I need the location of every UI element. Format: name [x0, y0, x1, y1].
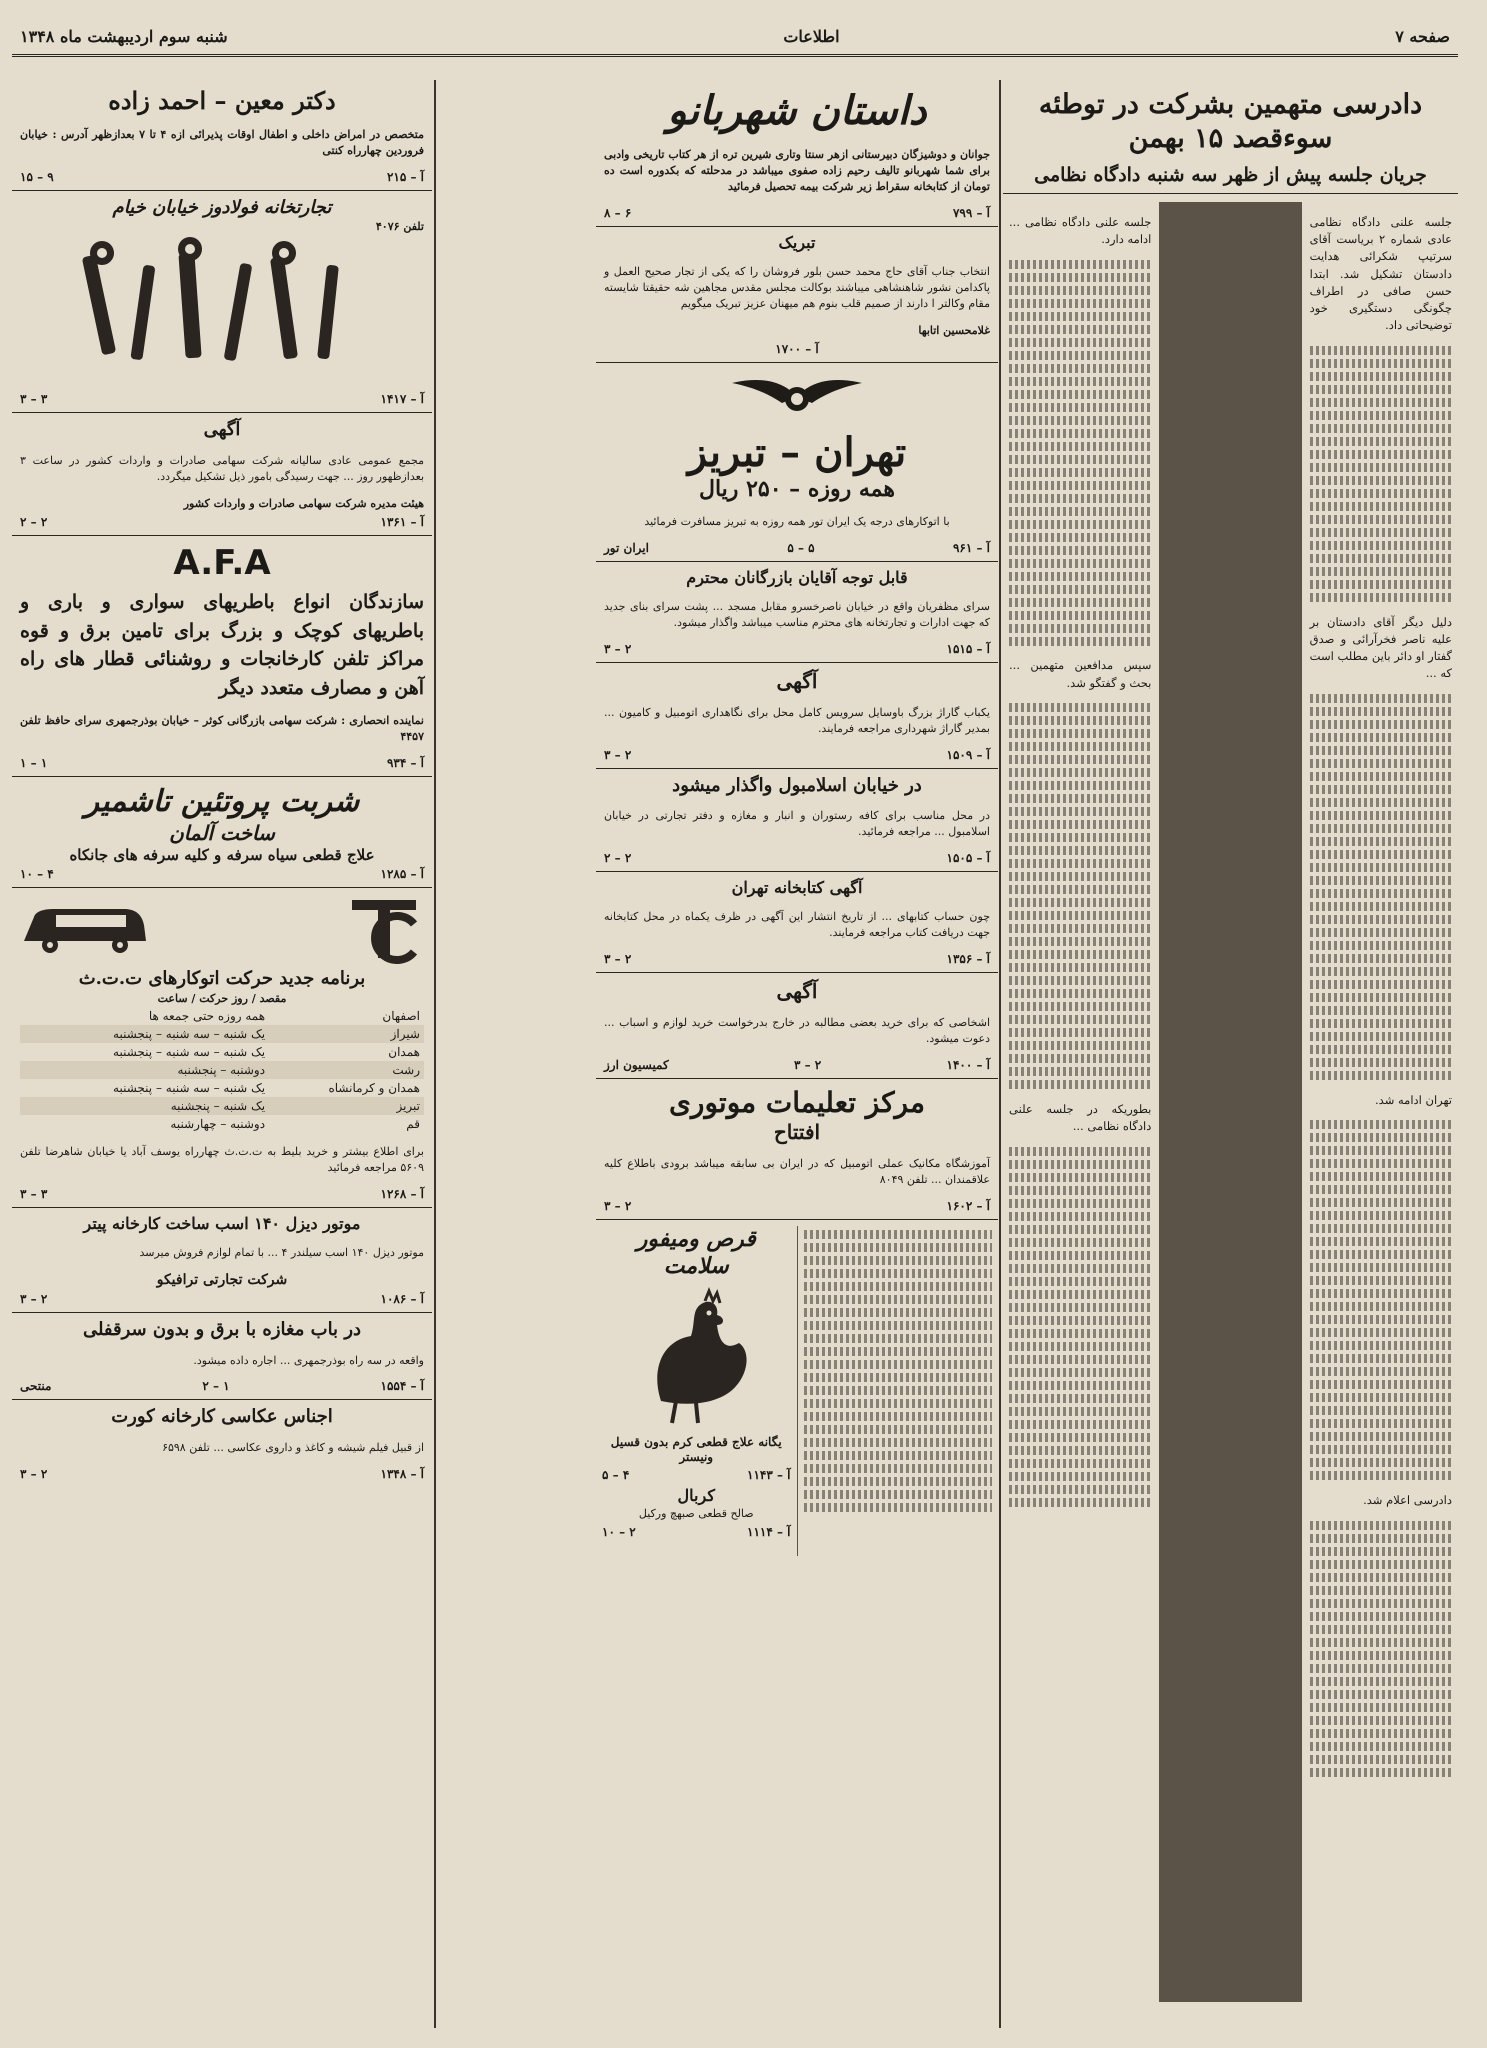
ad-code: آ – ۱۷۰۰ [775, 341, 819, 356]
schedule-destination: همدان و کرمانشاه [328, 1080, 420, 1095]
article-text-block [1310, 346, 1452, 602]
ad-islambol [596, 769, 998, 872]
ad-code: آ – ۹۶۱ [952, 541, 990, 555]
ad-code: آ – ۱۴۰۰ [946, 1057, 990, 1072]
ad-bus-schedule [12, 888, 432, 1207]
article-paragraph: جلسه علنی دادگاه نظامی ... ادامه دارد. [1009, 214, 1152, 246]
karbal-title: کربال [677, 1485, 715, 1505]
ad-number: ۲ – ۲ [20, 514, 48, 529]
schedule-destination: اصفهان [382, 1008, 420, 1023]
ad-title: آگهی [776, 668, 818, 693]
schedule-days: دوشنبه – پنجشنبه [177, 1062, 266, 1077]
ad-currency-notice [596, 973, 998, 1079]
schedule-row [20, 1097, 424, 1115]
ad-bazaar [596, 562, 998, 663]
article-continuation [804, 1226, 993, 1556]
page-header [12, 18, 1458, 57]
ad-number: ۳ – ۳ [20, 392, 48, 407]
schedule-destination: همدان [388, 1044, 420, 1059]
ad-title: A.F.A [173, 542, 271, 583]
ad-code: آ – ۱۶۰۲ [946, 1198, 990, 1213]
ad-subtitle: افتتاح [773, 1119, 821, 1144]
schedule-days: یک شنبه – پنجشنبه [170, 1098, 266, 1113]
ad-code: آ – ۱۵۰۵ [946, 851, 990, 866]
ad-title: در خیابان اسلامبول واگذار میشود [672, 774, 922, 796]
ad-code: آ – ۱۵۱۵ [946, 641, 990, 656]
ad-code: آ – ۱۳۴۸ [380, 1466, 424, 1481]
ad-code: آ – ۱۵۵۴ [380, 1379, 424, 1394]
ad-code: آ – ۱۵۰۹ [946, 747, 990, 762]
article-subheadline: جریان جلسه پیش از ظهر سه شنبه دادگاه نظامی [1034, 163, 1427, 186]
schedule-destination: رشت [392, 1062, 420, 1077]
ad-title: آگهی [776, 979, 818, 1003]
ttc-logo-icon [344, 894, 424, 968]
ad-text: انتخاب جناب آقای حاج محمد حسن بلور فروشان را که یکی از تجار صحیح العمل و پاکدامن نشور شاهنشاهی میباشند بوکالت مجلس مقدس مجاهین شه حقیقتا شایسته مقام وکالتر ا دارند از صمیم قلب بنوم هم میهنان عزیز تبریک میگویم [604, 264, 990, 310]
schedule-days: یک شنبه – سه شنبه – پنجشنبه [113, 1080, 266, 1095]
article-column-1 [1310, 202, 1452, 2002]
ad-text: اشخاصی که برای خرید بعضی مطالبه در خارج بدرخواست خرید لوازم و اسباب ... دعوت میشود. [604, 1016, 990, 1045]
ad-text: جوانان و دوشیزگان دبیرستانی ازهر سنتا وتاری شیرین تره از هر کتاب تاریخی وادبی برای شما شهربانو تالیف رحیم زاده صفوی میباشد در مدحلته که بکدوره است ده تومان از کتابخانه سقراط زیر شرکت بیمه تحصیل فرمائید [604, 148, 990, 193]
ad-text: سازندگان انواع باطریهای سواری و باری و باطریهای کوچک و بزرگ برای تامین برق و قوه مراکز تلفن کارخانجات و روشنائی قطار های راه آهن و مصارف متعدد دیگر [20, 591, 424, 699]
article-headline: دادرسی متهمین بشرکت در توطئه سوءقصد ۱۵ بهمن [1038, 89, 1423, 154]
schedule-days: یک شنبه – سه شنبه – پنجشنبه [113, 1044, 266, 1059]
ad-title: شربت پروتئین تاشمیر [84, 784, 360, 819]
ad-text: متخصص در امراض داخلی و اطفال اوقات پذیرائی ازه ۴ تا ۷ بعدازظهر آدرس : خیابان فروردین چهارراه کنتی [20, 128, 424, 157]
ad-subtitle: یگانه علاج قطعی کرم بدون قسیل ونیستر [610, 1434, 782, 1464]
ad-text: علاج قطعی سیاه سرفه و کلیه سرفه های جانکاه [69, 845, 375, 864]
article-text-block [1009, 703, 1151, 1089]
ad-kort [12, 1400, 432, 1486]
schedule-destination: قم [406, 1116, 420, 1131]
schedule-destination: تبریز [396, 1098, 420, 1113]
issue-date: شنبه سوم اردیبهشت ماه ۱۳۴۸ [20, 26, 228, 46]
ad-number: ۹ – ۱۵ [20, 169, 54, 184]
ad-text: برای اطلاع بیشتر و خرید بلیط به ت.ت.ث چهارراه یوسف آباد یا خیابان شاهرضا تلفن ۵۶۰۹ مراجعه فرمائید [20, 1144, 424, 1174]
ad-text: چون حساب کتابهای ... از تاریخ انتشار این آگهی در ظرف یکماه در محل کتابخانه جهت دریافت کتاب مراجعه فرمایند. [604, 910, 990, 940]
ad-phone: تلفن ۴۰۷۶ [375, 220, 424, 234]
ad-number: ۲ – ۲ [604, 851, 632, 866]
ad-number: ۲ – ۱۰ [602, 1524, 636, 1539]
schedule-days: دوشنبه – چهارشنبه [170, 1116, 266, 1131]
route-title: تهران – تبریز [687, 428, 907, 476]
newspaper-page [12, 18, 1458, 2028]
ad-org: کمیسیون ارز [604, 1057, 669, 1072]
article-lead: جلسه علنی دادگاه نظامی عادی شماره ۲ بریاست آقای سرتیپ شکرائی هدایت دادستان تشکیل شد. ابتدا حسن صافی در اطراف چگونگی دستگیری خود توضیحاتی داد. [1309, 214, 1452, 333]
ad-meeting [12, 413, 432, 535]
ad-title: مرکز تعلیمات موتوری [669, 1085, 925, 1119]
schedule-row [20, 1079, 424, 1097]
ad-number: ۱ – ۲ [202, 1379, 230, 1394]
ad-code: آ – ۱۳۶۱ [380, 514, 424, 529]
ad-signature: منتحی [20, 1379, 52, 1394]
article-text-block [1009, 1147, 1151, 1507]
court-article [1003, 80, 1458, 2028]
ad-pills [602, 1226, 791, 1556]
ad-garage-notice [596, 663, 998, 769]
ad-text: یکباب گاراژ بزرگ باوسایل سرویس کامل محل برای نگاهداری اتومبیل و کامیون ... بمدیر گاراژ شهرداری مراجعه فرمایند. [604, 705, 990, 735]
article-column-2 [1009, 202, 1151, 2002]
schedule-row [20, 1007, 424, 1025]
winged-emblem-icon [604, 369, 990, 429]
ad-text: با اتوکارهای درجه یک ایران تور همه روزه به تبریز مسافرت فرمائید [644, 515, 950, 529]
ad-code: آ – ۹۳۴ [386, 756, 424, 770]
ad-number: ۲ – ۳ [604, 641, 632, 656]
ad-doctor [12, 80, 432, 191]
ad-number: ۴ – ۱۰ [20, 867, 54, 882]
ad-title: تبریک [778, 232, 816, 252]
company-name: شرکت تجارتی ترافیکو [156, 1271, 288, 1288]
schedule-row [20, 1043, 424, 1061]
middle-ads-column [596, 80, 998, 2028]
article-text-block [1009, 260, 1151, 646]
schedule-days: یک شنبه – سه شنبه – پنجشنبه [113, 1026, 266, 1041]
schedule-days: همه روزه حتی جمعه ها [148, 1008, 266, 1023]
ad-text: سرای مظفریان واقع در خیابان ناصرخسرو مقابل مسجد ... پشت سرای بنای جدید که جهت ادارات و تجارتخانه های محترم مناسب میباشد واگذار میشود. [604, 600, 990, 629]
ad-number: ۳ – ۳ [20, 1186, 48, 1201]
ad-number: ۶ – ۸ [604, 205, 632, 220]
ad-number: ۱ – ۱ [20, 756, 48, 770]
bus-icon [20, 899, 150, 963]
ad-number: ۲ – ۳ [604, 747, 632, 762]
ad-number: ۴ – ۵ [602, 1467, 630, 1482]
column-rule [797, 1226, 798, 1556]
ad-number: ۲ – ۳ [20, 1466, 48, 1481]
ad-congratulations [596, 227, 998, 363]
ad-subtitle: ساخت آلمان [169, 820, 275, 845]
ad-code: آ – ۱۲۶۸ [380, 1186, 424, 1201]
ad-text: از قبیل فیلم شیشه و کاغذ و داروی عکاسی ... تلفن ۶۵۹۸ [162, 1440, 424, 1454]
ad-text: واقعه در سه راه بوذرجمهری ... اجاره داده میشود. [193, 1353, 424, 1367]
schedule-row [20, 1025, 424, 1043]
ad-text: موتور دیزل ۱۴۰ اسب سیلندر ۴ ... با تمام لوازم فروش میرسد [139, 1245, 424, 1259]
ad-code: آ – ۱۱۱۴ [747, 1524, 791, 1539]
left-ads-column [12, 80, 432, 2028]
schedule-row [20, 1115, 424, 1133]
ad-title: قرص ومیفور سلامت [636, 1225, 756, 1280]
schedule-header: مقصد / روز حرکت / ساعت [157, 991, 287, 1005]
rooster-icon [602, 1281, 791, 1435]
article-paragraph: بطوریکه در جلسه علنی دادگاه نظامی ... [1009, 1101, 1152, 1133]
newspaper-name: اطلاعات [783, 26, 840, 46]
ad-code: آ – ۱۰۸۶ [380, 1292, 424, 1306]
schedule-destination: شیراز [390, 1026, 420, 1041]
ad-signature: غلامحسین اتابها [918, 323, 990, 337]
ad-title: دکتر معین – احمد زاده [108, 86, 336, 115]
ad-library [596, 872, 998, 973]
ad-text: آموزشگاه مکانیک عملی اتومبیل که در ایران بی سابقه میباشد برودی باطلاع کلیه علاقمندان ... تلفن ۸۰۴۹ [604, 1156, 990, 1186]
ad-tools [12, 191, 432, 413]
wrench-tools-icon [20, 235, 424, 389]
ad-code: آ – ۱۱۴۳ [747, 1467, 791, 1482]
article-paragraph: دلیل دیگر آقای دادستان بر علیه ناصر فخرآرائی و صدق گفتار او دائر باین مطلب است که ... [1309, 614, 1452, 681]
ad-motor-school [596, 1079, 998, 1220]
ad-title: آگهی [203, 419, 241, 441]
column-divider [434, 80, 436, 2028]
ad-title: برنامه جدید حرکت اتوکارهای ت.ت.ث [78, 968, 366, 990]
ad-sherbet [12, 777, 432, 888]
ad-number: ۲ – ۳ [604, 952, 632, 966]
ad-title: داستان شهربانو [667, 87, 927, 134]
ad-title: قابل توجه آقایان بازرگانان محترم [686, 568, 908, 587]
ad-code: آ – ۱۳۵۶ [946, 952, 990, 966]
ad-code: آ – ۱۴۱۷ [380, 392, 424, 407]
ad-title: موتور دیزل ۱۴۰ اسب ساخت کارخانه پیتر [83, 1213, 361, 1233]
article-text-block [1310, 1120, 1452, 1480]
ad-shahrbanoo [596, 80, 998, 227]
column-rule [1159, 202, 1301, 2002]
ad-number: ۲ – ۳ [20, 1292, 48, 1306]
ad-title: اجناس عکاسی کارخانه کورت [111, 1406, 333, 1428]
ad-title: تجارتخانه فولادوز خیابان خیام [112, 196, 332, 218]
ad-title: آگهی کتابخانه تهران [731, 878, 863, 898]
ad-text: در محل مناسب برای کافه رستوران و انبار و مغازه و دفتر تجارتی در خیابان اسلامبول ... مراجعه فرمائید. [604, 809, 990, 839]
bottom-mid-split [596, 1220, 998, 1562]
ad-text: مجمع عمومی عادی سالیانه شرکت سهامی صادرات و واردات کشور در ساعت ۳ بعدازظهور روز ... جهت رسیدگی بامور ذیل تشکیل میگردد. [20, 453, 424, 483]
ad-code: آ – ۱۲۸۵ [380, 867, 424, 882]
article-paragraph: تهران ادامه شد. [1375, 1092, 1452, 1107]
ad-tehran-tabriz [596, 363, 998, 562]
page-number: صفحه ۷ [1395, 26, 1450, 46]
ad-number: ۲ – ۳ [793, 1057, 822, 1072]
company-name: ایران تور [604, 541, 649, 555]
ad-title: در باب مغازه با برق و بدون سرقفلی [82, 1319, 362, 1340]
column-divider [999, 80, 1001, 2028]
ad-shop [12, 1313, 432, 1400]
ad-afa-batteries [12, 536, 432, 777]
karbal-text: صالح قطعی صبهچ ورکیل [638, 1506, 754, 1520]
ad-representative: نماینده انحصاری : شرکت سهامی بازرگانی کوثر – خیابان بوذرجمهری سرای حافظ تلفن ۴۴۵۷ [20, 714, 424, 744]
ad-signature: هیئت مدیره شرکت سهامی صادرات و واردات کشور [183, 496, 424, 510]
ad-number: ۵ – ۵ [787, 541, 815, 555]
bus-schedule-table [20, 1007, 424, 1133]
article-paragraph: دادرسی اعلام شد. [1363, 1492, 1452, 1507]
ad-code: آ – ۷۹۹ [952, 205, 990, 220]
article-text-block [1310, 694, 1452, 1080]
article-text-block [1310, 1521, 1452, 1777]
schedule-row [20, 1061, 424, 1079]
ad-diesel [12, 1208, 432, 1313]
article-paragraph: سپس مدافعین متهمین ... بحث و گفتگو شد. [1009, 658, 1152, 690]
ad-code: آ – ۲۱۵ [386, 169, 424, 184]
ad-number: ۲ – ۳ [604, 1198, 632, 1213]
route-fare: همه روزه – ۲۵۰ ریال [698, 475, 896, 502]
